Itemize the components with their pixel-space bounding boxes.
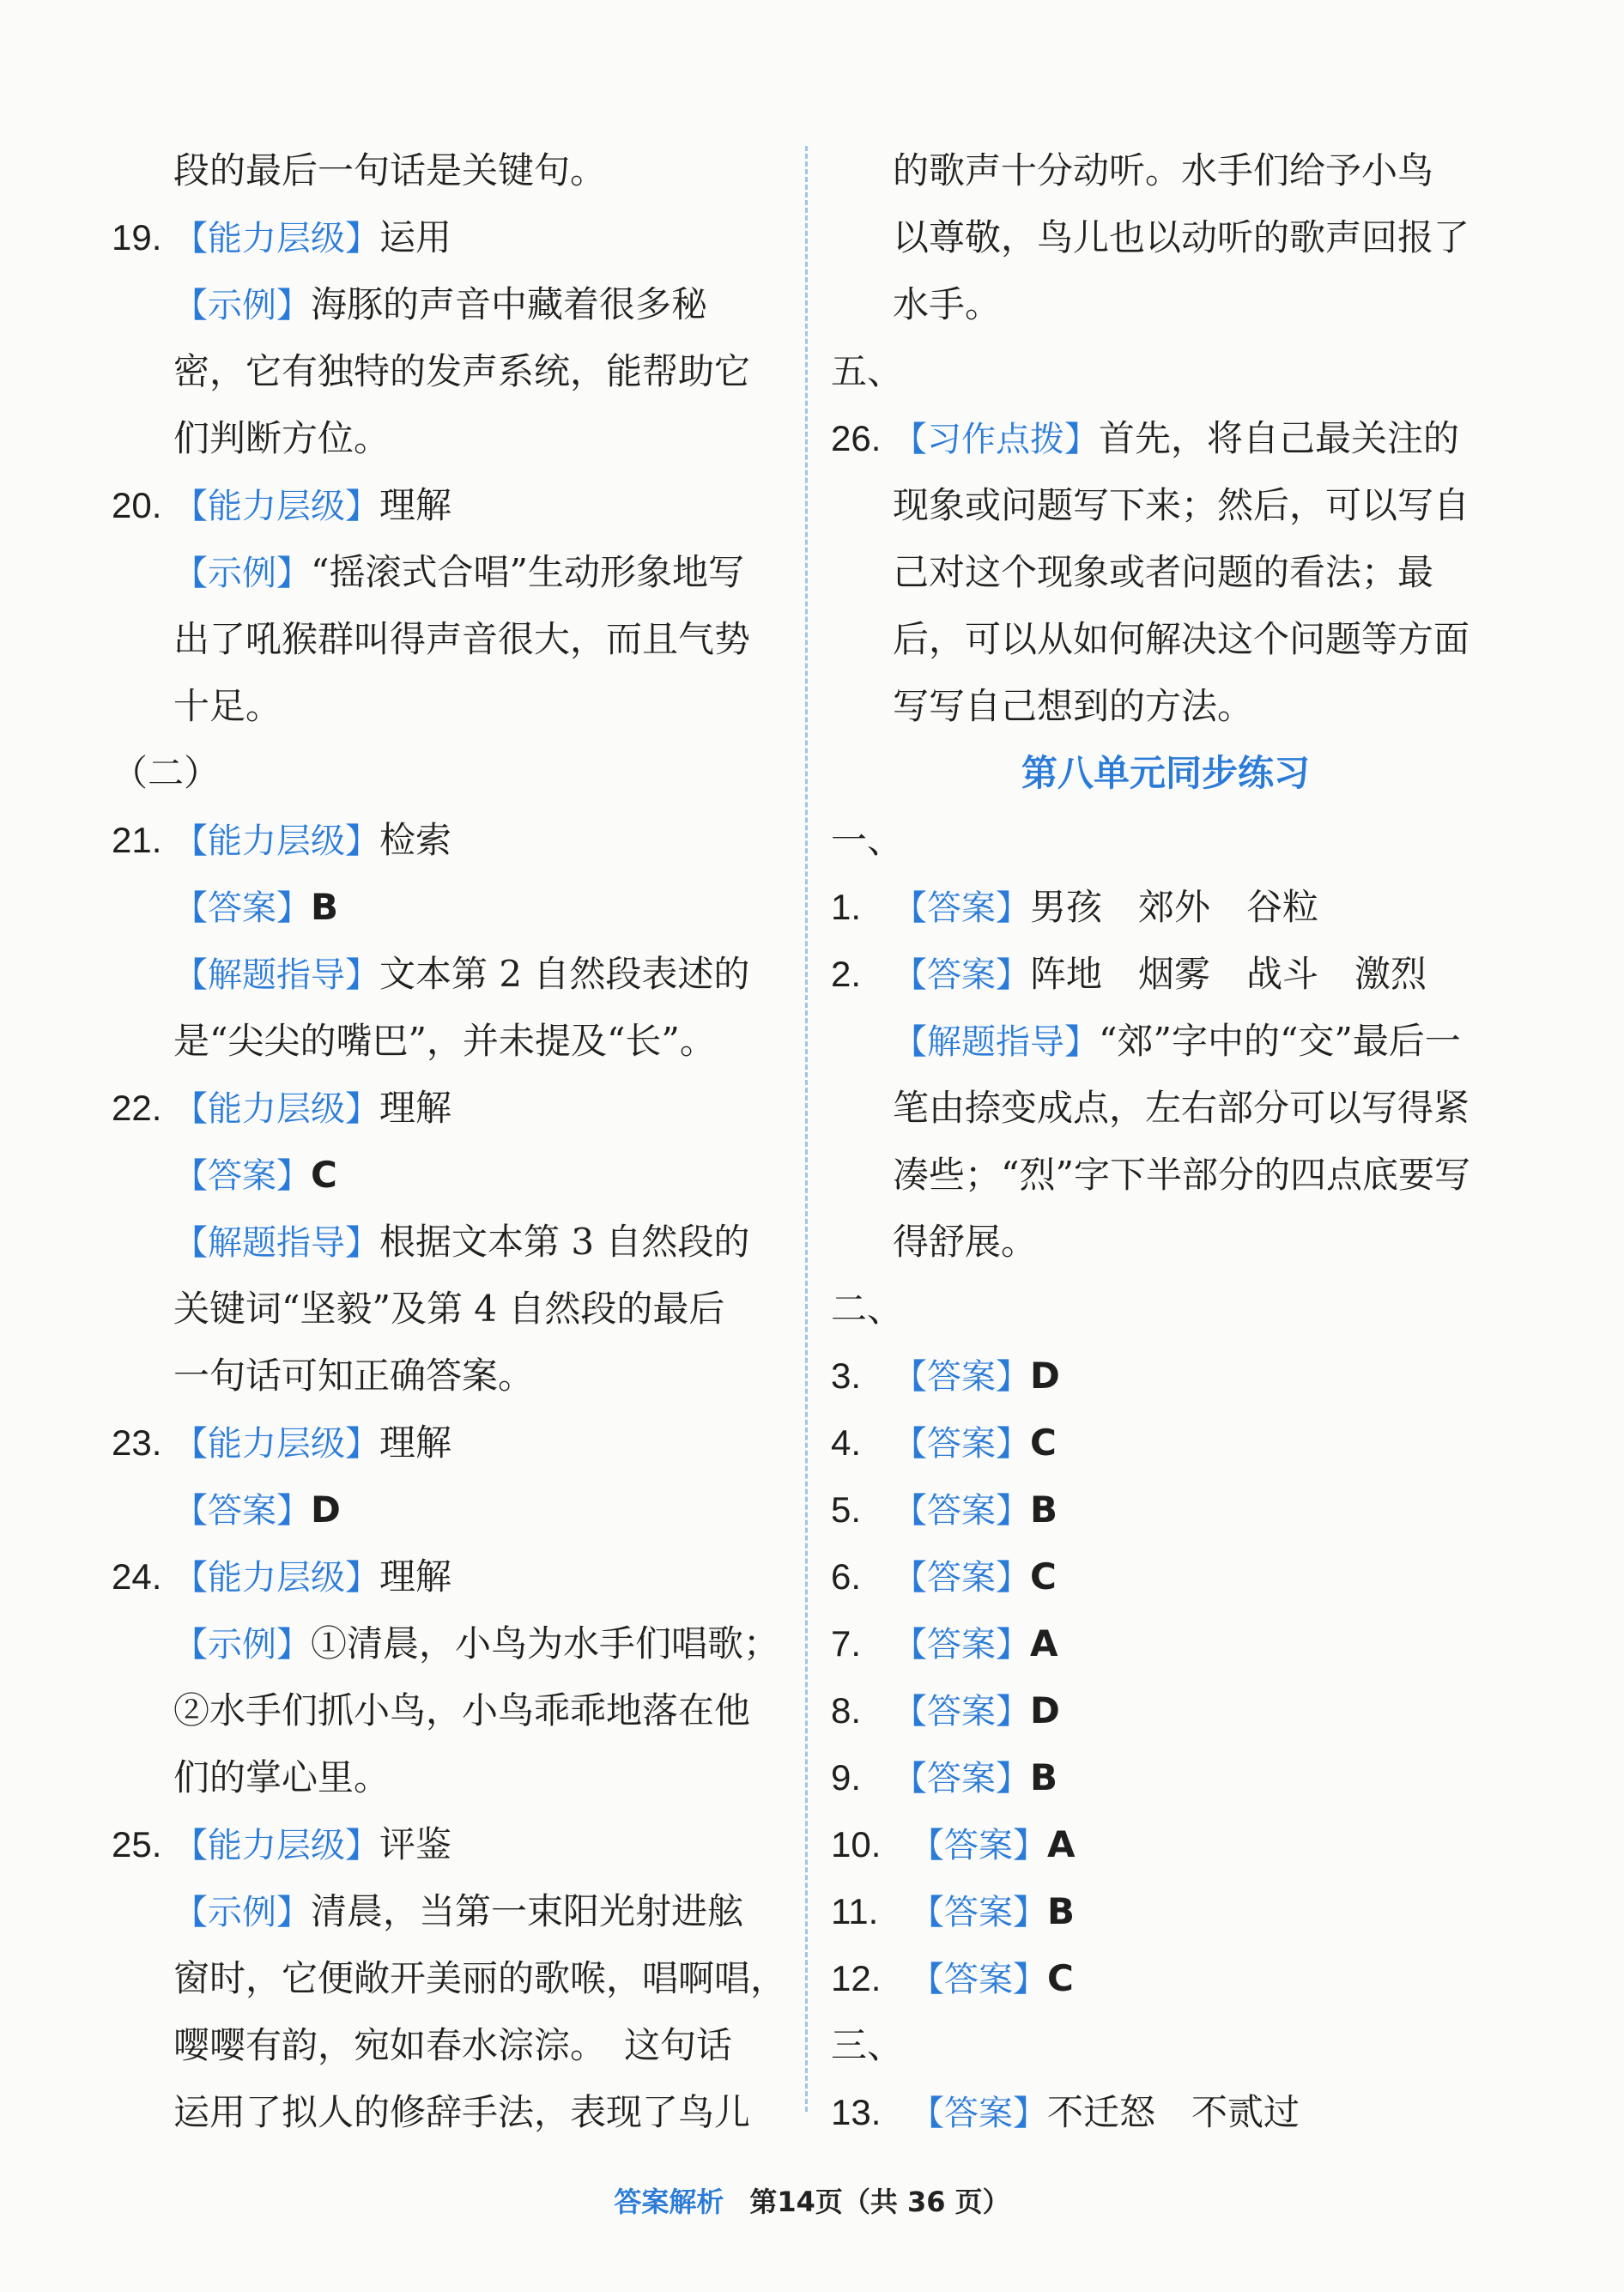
- question-number: 12.: [831, 1958, 882, 1998]
- question-number: 6.: [831, 1556, 862, 1597]
- question-number: 26.: [831, 418, 882, 458]
- answer-value: B: [1047, 1890, 1076, 1932]
- question-23: [112, 1410, 790, 1476]
- question-2: [831, 941, 1500, 1008]
- question-10: [831, 1811, 1500, 1878]
- answer-value: C: [1030, 1555, 1057, 1598]
- question-number: 10.: [831, 1824, 882, 1865]
- answer-value: C: [1047, 1957, 1074, 1999]
- answer-tag: 【答案】: [893, 1424, 1030, 1464]
- guide-line: 得舒展。: [893, 1221, 1038, 1263]
- question-number: 2.: [831, 954, 862, 994]
- question-number: 8.: [831, 1690, 862, 1731]
- ability-level-value: 理解: [379, 1422, 452, 1464]
- answer-tag: 【答案】: [893, 955, 1030, 995]
- ability-level-tag: 【能力层级】: [173, 487, 379, 526]
- question-number: 13.: [831, 2092, 882, 2132]
- text-line: 后，可以从如何解决这个问题等方面: [893, 618, 1470, 660]
- example-tag: 【示例】: [173, 1625, 311, 1664]
- example-line: 【示例】海豚的声音中藏着很多秘: [173, 283, 708, 325]
- guide-line: 【解题指导】“郊”字中的“交”最后一: [893, 1020, 1461, 1062]
- question-number: 5.: [831, 1489, 862, 1530]
- question-1: [831, 874, 1500, 941]
- unit-title: 第八单元同步练习: [1021, 752, 1310, 794]
- answer-value: A: [1047, 1823, 1076, 1865]
- guide-line: 一句话可知正确答案。: [173, 1355, 535, 1397]
- text-line: 写写自己想到的方法。: [893, 685, 1254, 727]
- answer-line: [112, 874, 790, 941]
- ability-level-tag: 【能力层级】: [173, 1424, 379, 1464]
- question-3: [831, 1343, 1500, 1410]
- question-number: 22.: [112, 1088, 162, 1128]
- answer-tag: 【答案】: [893, 1625, 1030, 1664]
- question-number: 19.: [112, 217, 162, 258]
- question-20: [112, 472, 790, 539]
- question-21: [112, 807, 790, 874]
- writing-tip-tag: 【习作点拨】: [893, 420, 1099, 459]
- answer-tag: 【答案】: [893, 1491, 1030, 1531]
- answer-tag: 【答案】: [173, 1156, 311, 1196]
- question-7: [831, 1610, 1500, 1677]
- column-divider: [805, 146, 808, 2112]
- guide-tag: 【解题指导】: [173, 1223, 379, 1263]
- question-number: 23.: [112, 1422, 162, 1463]
- example-line: 【示例】①清晨，小鸟为水手们唱歌；: [173, 1622, 780, 1664]
- guide-line: 笔由捺变成点，左右部分可以写得紧: [893, 1087, 1470, 1129]
- answer-tag: 【答案】: [893, 1692, 1030, 1731]
- answer-value: B: [1030, 1489, 1058, 1531]
- example-line: 出了吼猴群叫得声音很大，而且气势: [173, 618, 751, 660]
- left-column: [112, 137, 790, 2146]
- ability-level-tag: 【能力层级】: [173, 822, 379, 861]
- question-number: 1.: [831, 887, 862, 927]
- question-6: [831, 1543, 1500, 1610]
- section-heading: 二、: [831, 1288, 904, 1330]
- question-24: [112, 1543, 790, 1610]
- answer-tag: 【答案】: [893, 1357, 1030, 1397]
- question-8: [831, 1677, 1500, 1744]
- question-5: [831, 1476, 1500, 1543]
- section-heading: （二）: [112, 752, 221, 794]
- answer-value: A: [1030, 1622, 1058, 1664]
- answer-value: 阵地 烟雾 战斗 激烈: [1030, 953, 1427, 995]
- text-line: 以尊敬，鸟儿也以动听的歌声回报了: [893, 216, 1470, 258]
- text-line: 现象或问题写下来；然后，可以写自: [893, 484, 1470, 526]
- answer-tag: 【答案】: [893, 888, 1030, 928]
- footer-label: 答案解析: [614, 2186, 724, 2218]
- answer-tag: 【答案】: [893, 1558, 1030, 1598]
- answer-value: D: [1030, 1355, 1060, 1397]
- answer-line: [112, 1142, 790, 1209]
- guide-tag: 【解题指导】: [893, 1022, 1099, 1062]
- guide-line: 是“尖尖的嘴巴”，并未提及“长”。: [173, 1020, 716, 1062]
- example-line: 十足。: [173, 685, 282, 727]
- text-line: 水手。: [893, 283, 1002, 325]
- question-12: [831, 1945, 1500, 2012]
- example-tag: 【示例】: [173, 1893, 311, 1932]
- example-tag: 【示例】: [173, 286, 311, 325]
- question-25: [112, 1811, 790, 1878]
- example-line: 运用了拟人的修辞手法，表现了鸟儿: [173, 2091, 751, 2133]
- answer-tag: 【答案】: [893, 1759, 1030, 1798]
- answer-value: D: [1030, 1689, 1060, 1731]
- answer-value: D: [311, 1489, 341, 1531]
- answer-value: B: [1030, 1756, 1058, 1798]
- answer-line: [112, 1476, 790, 1543]
- ability-level-value: 评鉴: [379, 1823, 452, 1865]
- section-heading: 五、: [831, 350, 904, 392]
- question-number: 20.: [112, 485, 162, 525]
- example-line: 窗时，它便敞开美丽的歌喉，唱啊唱，: [173, 1957, 787, 1999]
- example-line: 们的掌心里。: [173, 1756, 391, 1798]
- text-line: 的歌声十分动听。水手们给予小鸟: [893, 149, 1434, 191]
- answer-value: C: [311, 1154, 337, 1196]
- answer-tag: 【答案】: [910, 1893, 1047, 1932]
- guide-line: 关键词“坚毅”及第 4 自然段的最后: [173, 1288, 725, 1330]
- ability-level-value: 理解: [379, 484, 452, 526]
- question-number: 11.: [831, 1891, 879, 1931]
- question-13: [831, 2079, 1500, 2146]
- ability-level-value: 检索: [379, 819, 452, 861]
- example-line: 密，它有独特的发声系统，能帮助它: [173, 350, 751, 392]
- example-line: 们判断方位。: [173, 417, 391, 459]
- question-4: [831, 1410, 1500, 1476]
- answer-tag: 【答案】: [910, 2094, 1047, 2133]
- example-line: 嘤嘤有韵，宛如春水淙淙。 这句话: [173, 2024, 733, 2066]
- question-number: 7.: [831, 1623, 862, 1664]
- text-line: 己对这个现象或者问题的看法；最: [893, 551, 1434, 593]
- ability-level-tag: 【能力层级】: [173, 1826, 379, 1865]
- question-26: 26. 【习作点拨】首先，将自己最关注的: [831, 405, 1500, 472]
- question-number: 3.: [831, 1355, 862, 1396]
- ability-level-value: 运用: [379, 216, 452, 258]
- example-line: 【示例】“摇滚式合唱”生动形象地写: [173, 551, 744, 593]
- answer-value: B: [311, 886, 339, 928]
- answer-value: 不迁怒 不贰过: [1047, 2091, 1300, 2133]
- ability-level-tag: 【能力层级】: [173, 219, 379, 258]
- page-number: 第14页（共 36 页）: [749, 2186, 1010, 2218]
- ability-level-value: 理解: [379, 1555, 452, 1598]
- answer-tag: 【答案】: [910, 1960, 1047, 1999]
- question-19: [112, 204, 790, 271]
- answer-tag: 【答案】: [173, 888, 311, 928]
- section-heading: 一、: [831, 819, 904, 861]
- text-line: 段的最后一句话是关键句。: [173, 149, 607, 191]
- guide-line: 【解题指导】根据文本第 3 自然段的: [173, 1221, 750, 1263]
- guide-line: 凑些；“烈”字下半部分的四点底要写: [893, 1154, 1470, 1196]
- guide-line: 【解题指导】文本第 2 自然段表述的: [173, 953, 750, 995]
- question-number: 4.: [831, 1422, 862, 1463]
- question-number: 24.: [112, 1556, 162, 1597]
- example-line: 【示例】清晨，当第一束阳光射进舷: [173, 1890, 744, 1932]
- question-11: [831, 1878, 1500, 1945]
- ability-level-tag: 【能力层级】: [173, 1089, 379, 1129]
- question-number: 25.: [112, 1824, 162, 1865]
- question-number: 21.: [112, 820, 162, 860]
- question-number: 9.: [831, 1757, 862, 1798]
- answer-value: 男孩 郊外 谷粒: [1030, 886, 1319, 928]
- example-tag: 【示例】: [173, 554, 311, 593]
- answer-tag: 【答案】: [173, 1491, 311, 1531]
- answer-tag: 【答案】: [910, 1826, 1047, 1865]
- answer-value: C: [1030, 1422, 1057, 1464]
- ability-level-tag: 【能力层级】: [173, 1558, 379, 1598]
- ability-level-value: 理解: [379, 1087, 452, 1129]
- question-9: [831, 1744, 1500, 1811]
- page-footer: [0, 2180, 1624, 2220]
- question-22: [112, 1075, 790, 1142]
- guide-tag: 【解题指导】: [173, 955, 379, 995]
- right-column: [831, 137, 1500, 2146]
- example-line: ②水手们抓小鸟，小鸟乖乖地落在他: [173, 1689, 751, 1731]
- section-heading: 三、: [831, 2024, 904, 2066]
